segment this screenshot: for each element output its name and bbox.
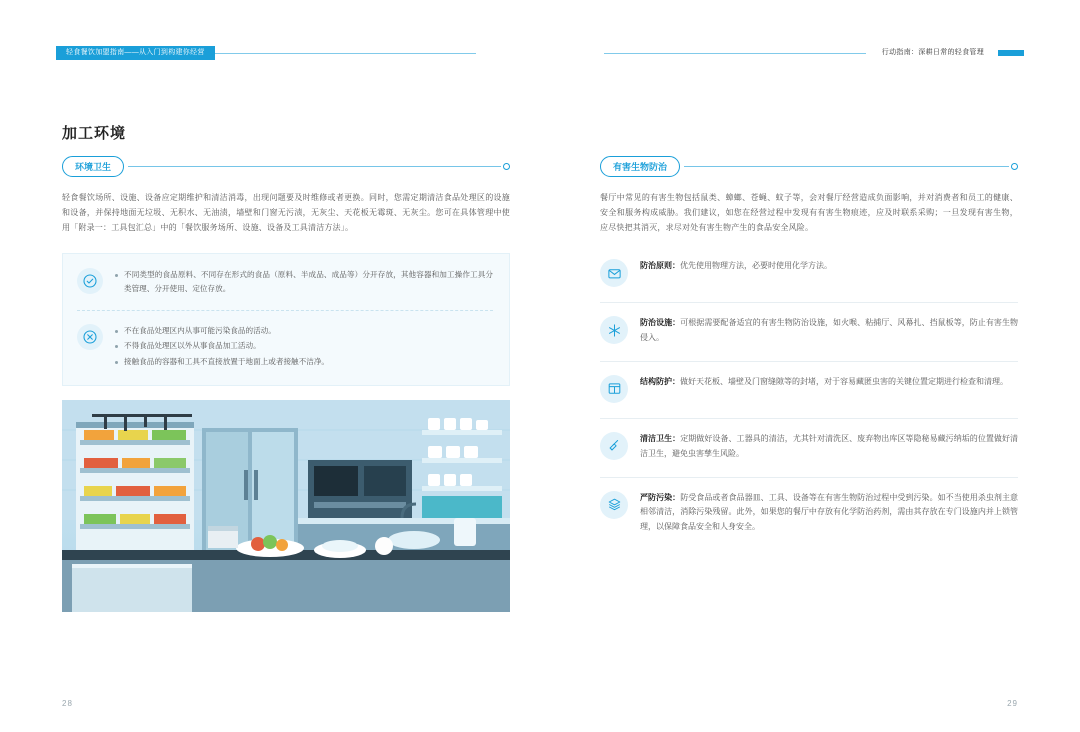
- list-item: 不同类型的食品原料、不同存在形式的食品（原料、半成品、成品等）分开存放，其他容器和加工操作工具分类管理、分开使用、定位存放。: [115, 268, 493, 295]
- window-icon: [600, 375, 628, 403]
- list-separator: [600, 361, 1018, 362]
- list-item-body: 防受食品或者食品器皿、工具、设备等在有害生物防治过程中受到污染。如不当使用杀虫剂主意相邻清洁，消除污染残留。此外，如果您的餐厅中存放有化学防治药剂，需由其存放在专门设施内并上锁管理，以保障食品安全和人身安全。: [640, 492, 1018, 532]
- left-heading: [62, 156, 510, 177]
- layers-icon: [600, 491, 628, 519]
- card-bullets-deny: [115, 324, 493, 371]
- list-item-title: 严防污染：: [640, 492, 681, 502]
- left-pill-dot: [503, 163, 510, 170]
- list-item-text: [640, 375, 1018, 390]
- list-item-text: [640, 316, 1018, 346]
- list-item-title: 清洁卫生：: [640, 433, 681, 443]
- list-separator: [600, 477, 1018, 478]
- kitchen-illustration: [62, 400, 510, 612]
- broom-icon: [600, 432, 628, 460]
- header-left-tab: 轻食餐饮加盟指南——从入门到构建你经营: [56, 46, 215, 60]
- snowflake-icon: [600, 316, 628, 344]
- header-left: [56, 46, 476, 60]
- right-pill-dot: [1011, 163, 1018, 170]
- header-right-rule: [604, 53, 866, 54]
- list-item-body: 定期做好设备、工器具的清洁，尤其针对清洗区、废弃物出库区等隐秘易藏污纳垢的位置做好清洁卫生，避免虫害孳生风险。: [640, 433, 1018, 458]
- card-row-deny: [77, 324, 493, 371]
- right-pill-line: [684, 166, 1009, 167]
- header-right-cap: [998, 50, 1024, 56]
- left-pill-line: [128, 166, 501, 167]
- list-item: [600, 375, 1018, 405]
- list-item-body: 可根据需要配备适宜的有害生物防治设施，如火喉、粘捕厅、风幕扎、挡鼠板等，防止有害生物侵入。: [640, 318, 1018, 343]
- list-item: [600, 259, 1018, 289]
- list-item: [600, 316, 1018, 348]
- list-item: [600, 491, 1018, 537]
- left-card: [62, 253, 510, 385]
- list-item: 不在食品处理区内从事可能污染食品的活动。: [115, 324, 493, 338]
- header-right: [604, 46, 1024, 60]
- right-paragraph: 餐厅中常见的有害生物包括鼠类、蟑螂、苍蝇、蚊子等，会对餐厅经营造成负面影响，并对消费者和员工的健康、安全和服务构成威胁。我们建议，如您在经营过程中发现有有害生物痕迹，应及时联系采购；一旦发现有害生物，应尽快把其消灭，求尽对处有害生物产生的食品安全风险。: [600, 193, 1018, 232]
- page-number-right: 29: [1007, 699, 1018, 708]
- cross-circle-icon: [77, 324, 103, 350]
- list-item-title: 结构防护：: [640, 376, 680, 386]
- list-item: 接触食品的容器和工具不直接放置于地面上或者接触不洁净。: [115, 355, 493, 369]
- left-pill-label: 环境卫生: [62, 156, 124, 177]
- right-heading: [600, 156, 1018, 177]
- check-circle-icon: [77, 268, 103, 294]
- list-item: 不得食品处理区以外从事食品加工活动。: [115, 339, 493, 353]
- list-item-body: 做好天花板、墙壁及门窗缝隙等的封堵，对于容易藏匿虫害的关键位置定期进行检查和清理。: [680, 376, 1008, 386]
- list-item-text: [640, 491, 1018, 535]
- card-divider: [77, 310, 493, 312]
- right-pill-label: 有害生物防治: [600, 156, 680, 177]
- list-separator: [600, 302, 1018, 303]
- page-number-left: 28: [62, 699, 73, 708]
- list-item-text: [640, 432, 1018, 462]
- list-separator: [600, 418, 1018, 419]
- left-paragraph: 轻食餐饮场所、设施、设备应定期维护和清洁消毒，出现问题要及时维修或者更换。同时，您需定期清洁食品处理区的设施和设备，并保持地面无垃圾、无积水、无油渍，墙壁和门窗无污渍，无灰尘、天花板无霉斑、无灰尘。您可在具体管理中使用「附录一：工具包汇总」中的「餐饮服务场所、设施、设备及工具清洁方法」。: [62, 193, 510, 232]
- header-left-rule: [215, 53, 476, 54]
- list-item-text: [640, 259, 1018, 274]
- card-row-allow: [77, 268, 493, 297]
- list-item: [600, 432, 1018, 464]
- card-bullets-allow: [115, 268, 493, 297]
- list-item-title: 防治设施：: [640, 318, 681, 328]
- list-item-body: 优先使用物理方法，必要时使用化学方法。: [680, 261, 832, 271]
- header-right-tab: 行动指南：深耕日常的轻食管理: [872, 46, 992, 60]
- list-item-title: 防治原则：: [640, 261, 680, 271]
- page-title: 加工环境: [62, 125, 127, 142]
- envelope-icon: [600, 259, 628, 287]
